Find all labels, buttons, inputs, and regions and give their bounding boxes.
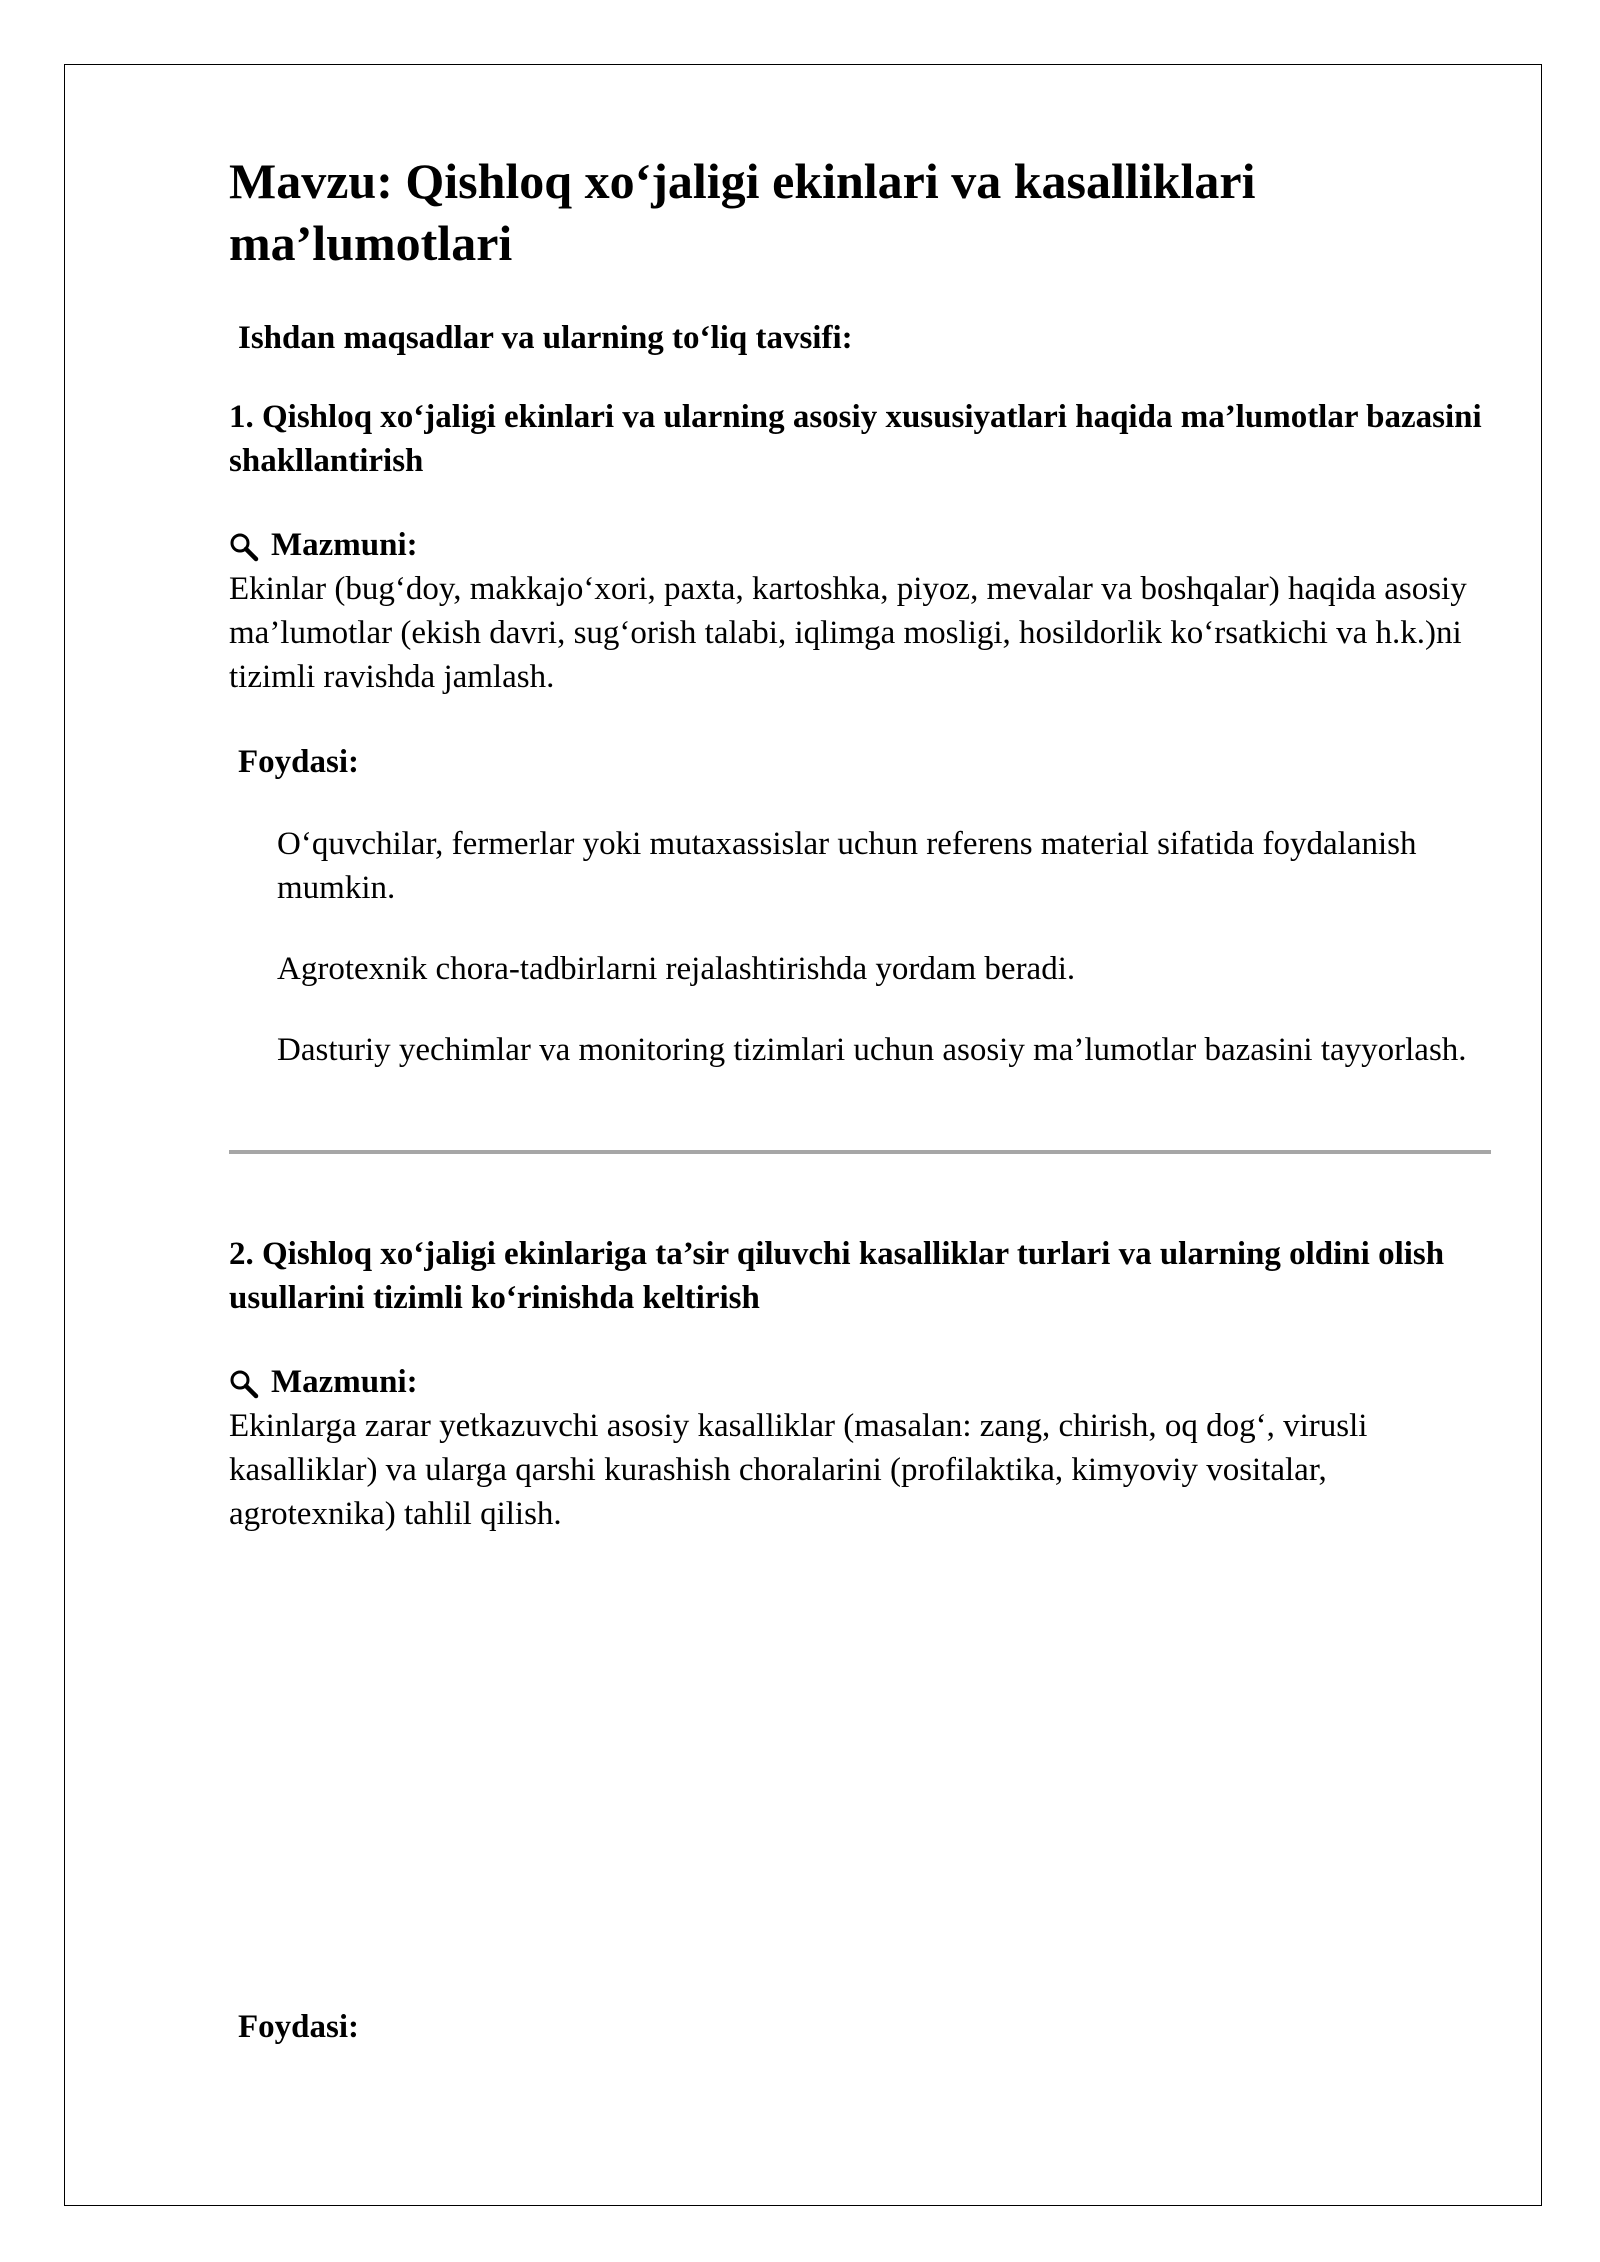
page-border — [64, 64, 1542, 2206]
section-2-benefit-label: Foydasi: — [238, 2009, 360, 2045]
document-body — [229, 150, 1499, 2045]
benefit-item: Agrotexnik chora-tadbirlarni rejalashtirishda yordam beradi. — [277, 951, 1076, 987]
section-1-content-label — [229, 523, 418, 567]
section-1-content-label-text: Mazmuni: — [271, 527, 418, 563]
section-1-benefit-label: Foydasi: — [238, 744, 360, 780]
section-2-content-label — [229, 1360, 418, 1404]
document-title: Mavzu: Qishloq xo‘jaligi ekinlari va kasalliklari ma’lumotlari — [229, 153, 1256, 271]
section-1-heading: 1. Qishloq xo‘jaligi ekinlari va ularning asosiy xususiyatlari haqida ma’lumotlar bazasini shakllantirish — [229, 399, 1482, 479]
search-icon — [229, 530, 259, 560]
benefit-item: O‘quvchilar, fermerlar yoki mutaxassislar uchun referens material sifatida foydalanish mumkin. — [277, 826, 1417, 906]
goals-heading: Ishdan maqsadlar va ularning to‘liq tavsifi: — [238, 320, 853, 356]
section-2-content-label-text: Mazmuni: — [271, 1364, 418, 1400]
section-2-content-text: Ekinlarga zarar yetkazuvchi asosiy kasalliklar (masalan: zang, chirish, oq dog‘, virusli kasalliklar) va ularga qarshi kurashish choralarini (profilaktika, kimyoviy vositalar, agrotexnika) tahlil qilish. — [229, 1408, 1368, 1532]
section-divider — [229, 1150, 1491, 1154]
section-2-heading: 2. Qishloq xo‘jaligi ekinlariga ta’sir qiluvchi kasalliklar turlari va ularning oldini olish usullarini tizimli ko‘rinishda keltirish — [229, 1236, 1445, 1316]
section-1-content-text: Ekinlar (bug‘doy, makkajo‘xori, paxta, kartoshka, piyoz, mevalar va boshqalar) haqida asosiy ma’lumotlar (ekish davri, sug‘orish talabi, iqlimga mosligi, hosildorlik ko‘rsatkichi va h.k.)ni tizimli ravishda jamlash. — [229, 571, 1467, 695]
search-icon — [229, 1367, 259, 1397]
benefit-item: Dasturiy yechimlar va monitoring tizimlari uchun asosiy ma’lumotlar bazasini tayyorlash. — [277, 1032, 1467, 1068]
